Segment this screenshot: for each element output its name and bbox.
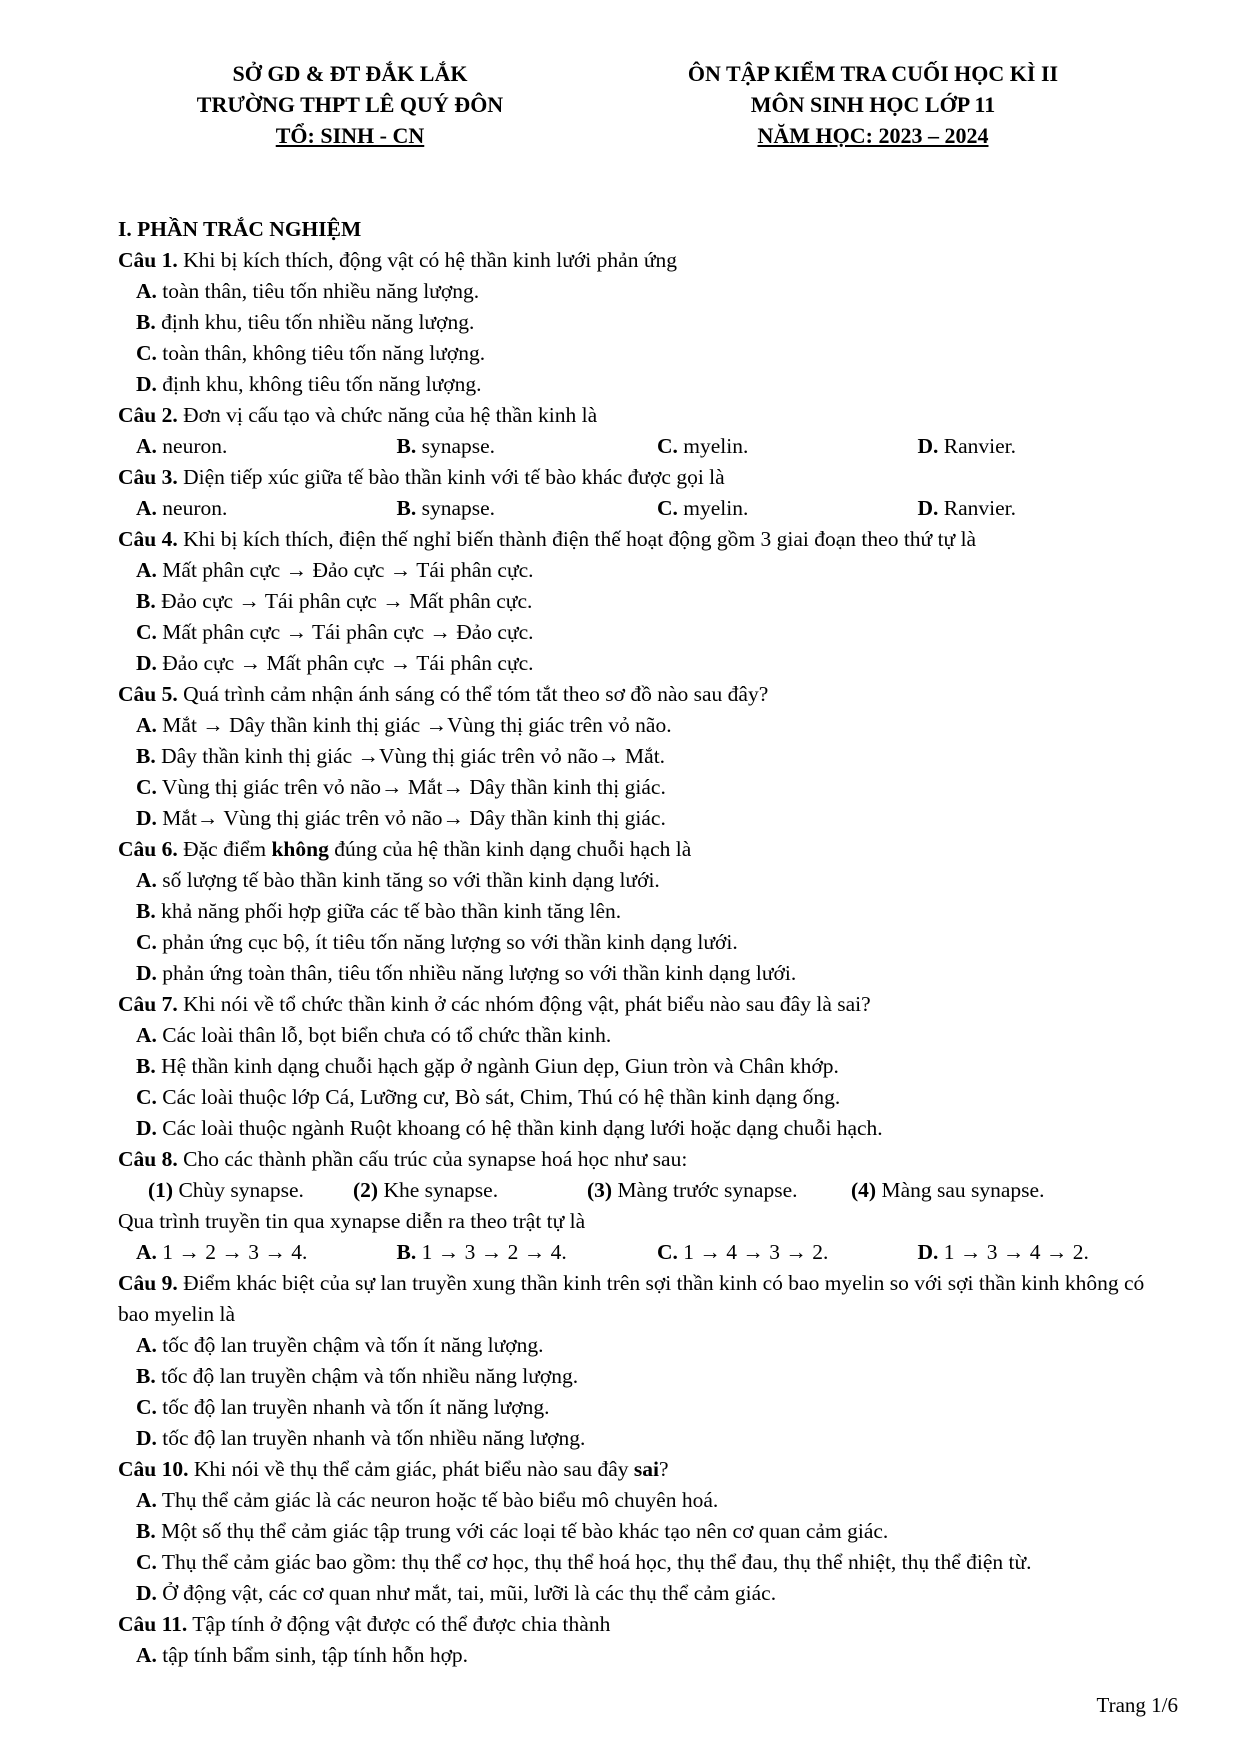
question-8 — [118, 1144, 1178, 1175]
question-11 — [118, 1609, 1178, 1640]
option-a: A. Thụ thể cảm giác là các neuron hoặc tế bào biểu mô chuyên hoá. — [136, 1488, 719, 1512]
question-1 — [118, 245, 1178, 276]
question-stem: Cho các thành phần cấu trúc của synapse hoá học như sau: — [177, 1147, 688, 1171]
question-stem-continued: Qua trình truyền tin qua xynapse diễn ra theo trật tự là — [118, 1209, 586, 1233]
option-a: A. toàn thân, tiêu tốn nhiều năng lượng. — [136, 279, 480, 303]
page-number: Trang 1/6 — [1096, 1693, 1178, 1717]
question-2 — [118, 400, 1178, 431]
question-4 — [118, 524, 1178, 555]
part-4: (4) Màng sau synapse. — [851, 1178, 1045, 1202]
option-c: C. myelin. — [657, 496, 749, 520]
option-a: A. Các loài thân lỗ, bọt biển chưa có tổ chức thần kinh. — [136, 1023, 612, 1047]
option-d: D. tốc độ lan truyền nhanh và tốn nhiều năng lượng. — [136, 1426, 586, 1450]
option-a: A. số lượng tế bào thần kinh tăng so với thần kinh dạng lưới. — [136, 868, 660, 892]
synapse-parts-row — [118, 1175, 1178, 1206]
exam-title: ÔN TẬP KIỂM TRA CUỐI HỌC KÌ II — [687, 61, 1059, 86]
question-label: Câu 4. — [118, 527, 178, 551]
option-b: B. khả năng phối hợp giữa các tế bào thần kinh tăng lên. — [136, 899, 622, 923]
emphasis-word: sai — [633, 1457, 659, 1481]
question-6: Câu 6. Đặc điểm không đúng của hệ thần kinh dạng chuỗi hạch là — [118, 837, 692, 861]
exam-header — [613, 58, 1133, 151]
option-a: A. Mất phân cực → Đảo cực → Tái phân cực. — [136, 558, 534, 582]
option-a: A. tốc độ lan truyền chậm và tốn ít năng lượng. — [136, 1333, 544, 1357]
option-c: C. Thụ thể cảm giác bao gồm: thụ thể cơ học, thụ thể hoá học, thụ thể đau, thụ thể nhiệt, thụ thể điện từ. — [136, 1550, 1032, 1574]
document-body — [118, 214, 1178, 1671]
question-label: Câu 5. — [118, 682, 178, 706]
option-b: B. Một số thụ thể cảm giác tập trung với các loại tế bào khác tạo nên cơ quan cảm giác. — [136, 1519, 889, 1543]
option-c: C. phản ứng cục bộ, ít tiêu tốn năng lượng so với thần kinh dạng lưới. — [136, 930, 738, 954]
department-name: SỞ GD & ĐT ĐẮK LẮK — [232, 61, 468, 86]
question-stem: Khi bị kích thích, động vật có hệ thần kinh lưới phản ứng — [177, 248, 677, 272]
option-b: B. Đảo cực → Tái phân cực → Mất phân cực. — [136, 589, 533, 613]
question-label: Câu 11. — [118, 1612, 188, 1636]
question-stem: Quá trình cảm nhận ánh sáng có thể tóm tắt theo sơ đồ nào sau đây? — [177, 682, 769, 706]
option-d: D. Ranvier. — [917, 434, 1017, 458]
option-b: B. Hệ thần kinh dạng chuỗi hạch gặp ở ngành Giun dẹp, Giun tròn và Chân khớp. — [136, 1054, 839, 1078]
option-a: A. tập tính bẩm sinh, tập tính hỗn hợp. — [136, 1643, 469, 1667]
option-b: B. 1 → 3 → 2 → 4. — [396, 1240, 567, 1264]
question-label: Câu 3. — [118, 465, 178, 489]
emphasis-word: không — [271, 837, 329, 861]
option-c: C. toàn thân, không tiêu tốn năng lượng. — [136, 341, 486, 365]
option-b: B. tốc độ lan truyền chậm và tốn nhiều năng lượng. — [136, 1364, 579, 1388]
options-row — [118, 431, 1178, 462]
subject-name: MÔN SINH HỌC LỚP 11 — [750, 92, 996, 117]
option-c: C. myelin. — [657, 434, 749, 458]
option-a: A. Mắt → Dây thần kinh thị giác →Vùng thị giác trên vỏ não. — [136, 713, 672, 737]
question-label: Câu 9. — [118, 1271, 178, 1295]
part-1: (1) Chùy synapse. — [148, 1178, 304, 1202]
question-label: Câu 7. — [118, 992, 178, 1016]
option-c: C. Mất phân cực → Tái phân cực → Đảo cực. — [136, 620, 534, 644]
question-label: Câu 1. — [118, 248, 178, 272]
option-a: A. neuron. — [136, 496, 228, 520]
part-2: (2) Khe synapse. — [353, 1178, 499, 1202]
option-d: D. Ở động vật, các cơ quan như mắt, tai, mũi, lưỡi là các thụ thể cảm giác. — [136, 1581, 777, 1605]
option-c: C. 1 → 4 → 3 → 2. — [657, 1240, 829, 1264]
question-label: Câu 2. — [118, 403, 178, 427]
options-row — [118, 1237, 1178, 1268]
part-3: (3) Màng trước synapse. — [587, 1178, 798, 1202]
option-c: C. Các loài thuộc lớp Cá, Lưỡng cư, Bò sát, Chim, Thú có hệ thần kinh dạng ống. — [136, 1085, 841, 1109]
option-d: D. Ranvier. — [917, 496, 1017, 520]
question-stem: Đơn vị cấu tạo và chức năng của hệ thần kinh là — [177, 403, 598, 427]
option-b: B. synapse. — [396, 496, 496, 520]
question-stem: Khi bị kích thích, điện thế nghỉ biến thành điện thế hoạt động gồm 3 giai đoạn theo thứ tự là — [177, 527, 977, 551]
question-label: Câu 10. — [118, 1457, 189, 1481]
option-d: D. 1 → 3 → 4 → 2. — [917, 1240, 1089, 1264]
school-header — [90, 58, 610, 151]
option-d: D. Mắt→ Vùng thị giác trên vỏ não→ Dây thần kinh thị giác. — [136, 806, 666, 830]
option-b: B. Dây thần kinh thị giác →Vùng thị giác trên vỏ não→ Mắt. — [136, 744, 666, 768]
question-stem: Khi nói về tổ chức thần kinh ở các nhóm động vật, phát biểu nào sau đây là sai? — [177, 992, 871, 1016]
question-label: Câu 6. — [118, 837, 178, 861]
group-name: TỔ: SINH - CN — [275, 123, 425, 148]
option-a: A. neuron. — [136, 434, 228, 458]
question-stem: Điểm khác biệt của sự lan truyền xung thần kinh trên sợi thần kinh có bao myelin so với sợi thần kinh không có bao myelin là — [118, 1271, 1145, 1326]
option-d: D. Đảo cực → Mất phân cực → Tái phân cực. — [136, 651, 534, 675]
school-year: NĂM HỌC: 2023 – 2024 — [757, 123, 989, 148]
section-title: I. PHẦN TRẮC NGHIỆM — [118, 217, 362, 241]
question-5 — [118, 679, 1178, 710]
option-d: D. Các loài thuộc ngành Ruột khoang có hệ thần kinh dạng lưới hoặc dạng chuỗi hạch. — [136, 1116, 883, 1140]
option-d: D. định khu, không tiêu tốn năng lượng. — [136, 372, 482, 396]
option-c: C. Vùng thị giác trên vỏ não→ Mắt→ Dây thần kinh thị giác. — [136, 775, 666, 799]
option-a: A. 1 → 2 → 3 → 4. — [136, 1240, 308, 1264]
question-label: Câu 8. — [118, 1147, 178, 1171]
question-9 — [118, 1268, 1178, 1330]
option-b: B. định khu, tiêu tốn nhiều năng lượng. — [136, 310, 475, 334]
options-row — [118, 493, 1178, 524]
question-stem: Diện tiếp xúc giữa tế bào thần kinh với tế bào khác được gọi là — [177, 465, 725, 489]
option-d: D. phản ứng toàn thân, tiêu tốn nhiều năng lượng so với thần kinh dạng lưới. — [136, 961, 797, 985]
question-3 — [118, 462, 1178, 493]
question-10: Câu 10. Khi nói về thụ thể cảm giác, phát biểu nào sau đây sai? — [118, 1457, 669, 1481]
option-c: C. tốc độ lan truyền nhanh và tốn ít năng lượng. — [136, 1395, 550, 1419]
question-stem: Tập tính ở động vật được có thể được chia thành — [187, 1612, 611, 1636]
option-b: B. synapse. — [396, 434, 496, 458]
question-7 — [118, 989, 1178, 1020]
school-name: TRƯỜNG THPT LÊ QUÝ ĐÔN — [196, 92, 504, 117]
